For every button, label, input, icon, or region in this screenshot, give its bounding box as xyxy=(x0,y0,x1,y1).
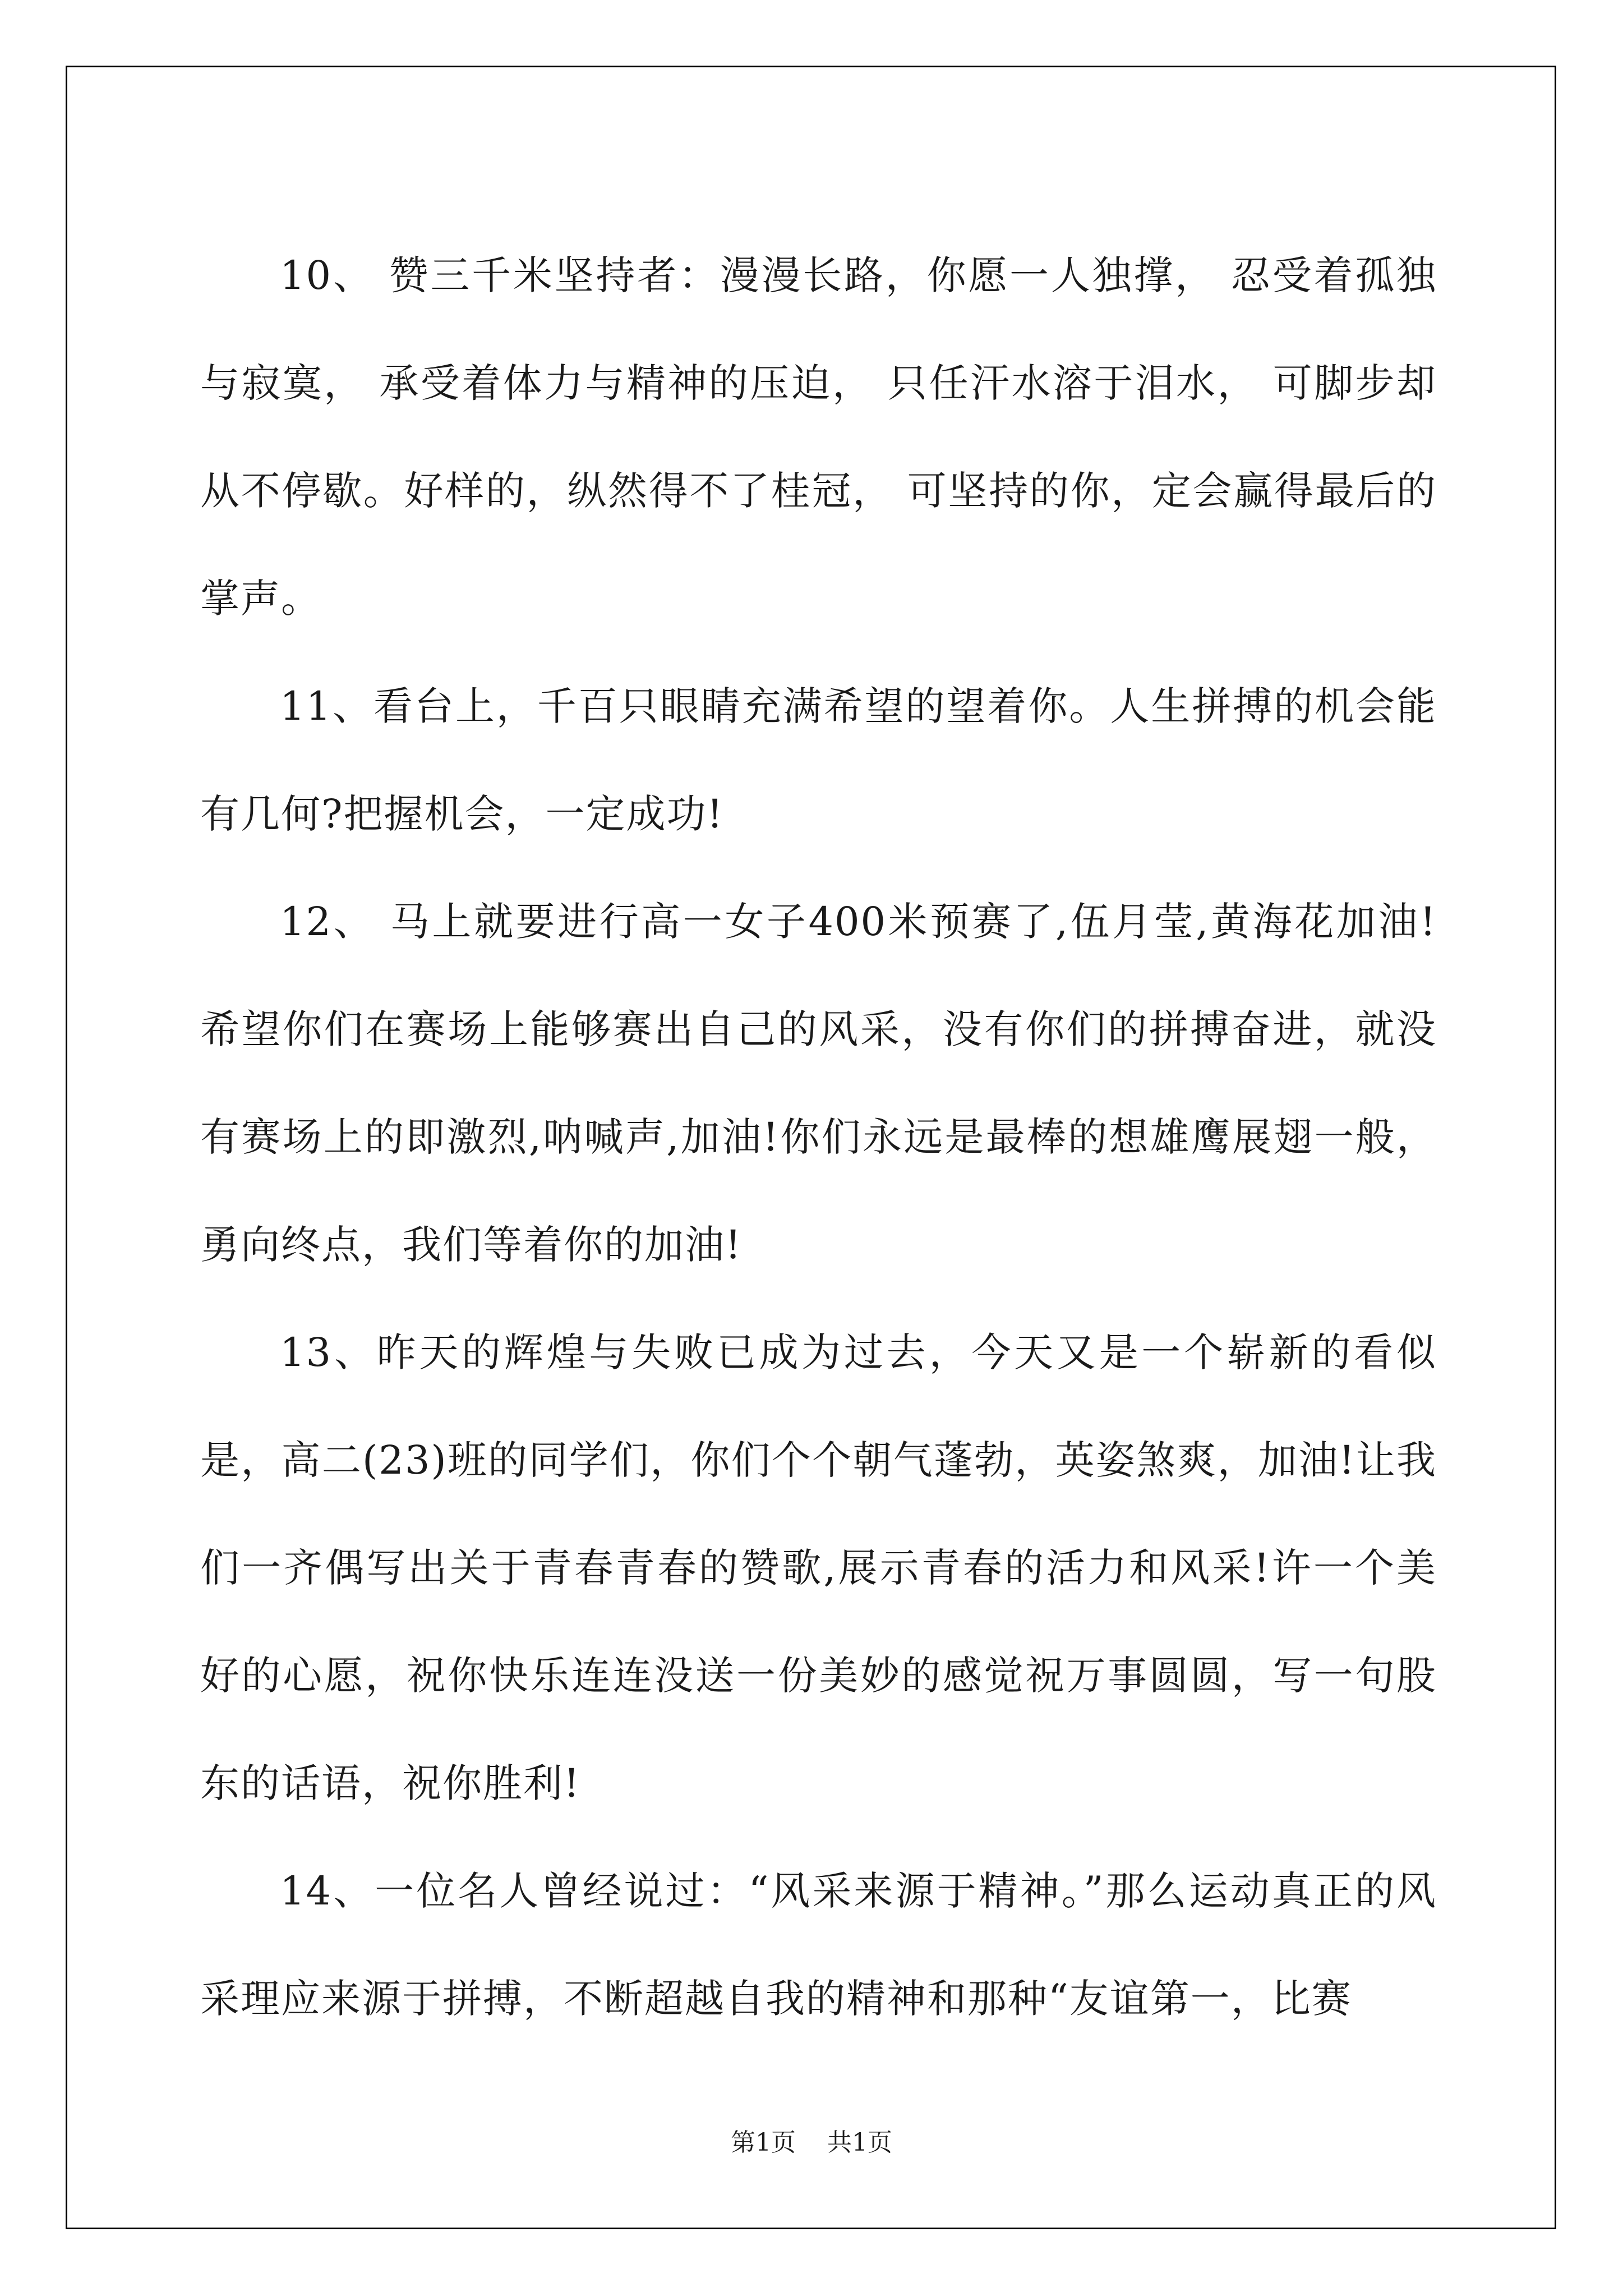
footer-spacer xyxy=(796,2128,827,2157)
document-body xyxy=(200,222,1437,2053)
paragraph-13: 13、昨天的辉煌与失败已成为过去，今天又是一个崭新的看似是，高二(23)班的同学们，你们个个朝气蓬勃，英姿煞爽，加油!让我们一齐偶写出关于青春青春的赞歌,展示青春的活力和风采!许一个美好的心愿，祝你快乐连连没送一份美妙的感觉祝万事圆圆，写一句股东的话语，祝你胜利! xyxy=(200,1329,1437,1806)
paragraph-12: 12、 马上就要进行高一女子400米预赛了,伍月莹,黄海花加油!希望你们在赛场上能够赛出自己的风采，没有你们的拼搏奋进，就没有赛场上的即激烈,呐喊声,加油!你们永远是最棒的想雄鹰展翅一般，勇向终点，我们等着你的加油! xyxy=(200,899,1437,1268)
paragraph-11: 11、看台上，千百只眼睛充满希望的望着你。人生拼搏的机会能有几何?把握机会，一定成功! xyxy=(200,683,1437,837)
page-number: 第1页 xyxy=(731,2128,796,2157)
paragraph-10: 10、 赞三千米坚持者：漫漫长路，你愿一人独撑， 忍受着孤独与寂寞， 承受着体力与精神的压迫， 只任汗水溶于泪水， 可脚步却从不停歇。好样的，纵然得不了桂冠， 可坚持的你，定会赢得最后的掌声。 xyxy=(200,252,1437,622)
page-footer xyxy=(0,2126,1623,2160)
page-total: 共1页 xyxy=(827,2128,892,2157)
paragraph-14: 14、一位名人曾经说过：“风采来源于精神。”那么运动真正的风采理应来源于拼搏，不断超越自我的精神和那种“友谊第一，比赛 xyxy=(200,1868,1437,2022)
